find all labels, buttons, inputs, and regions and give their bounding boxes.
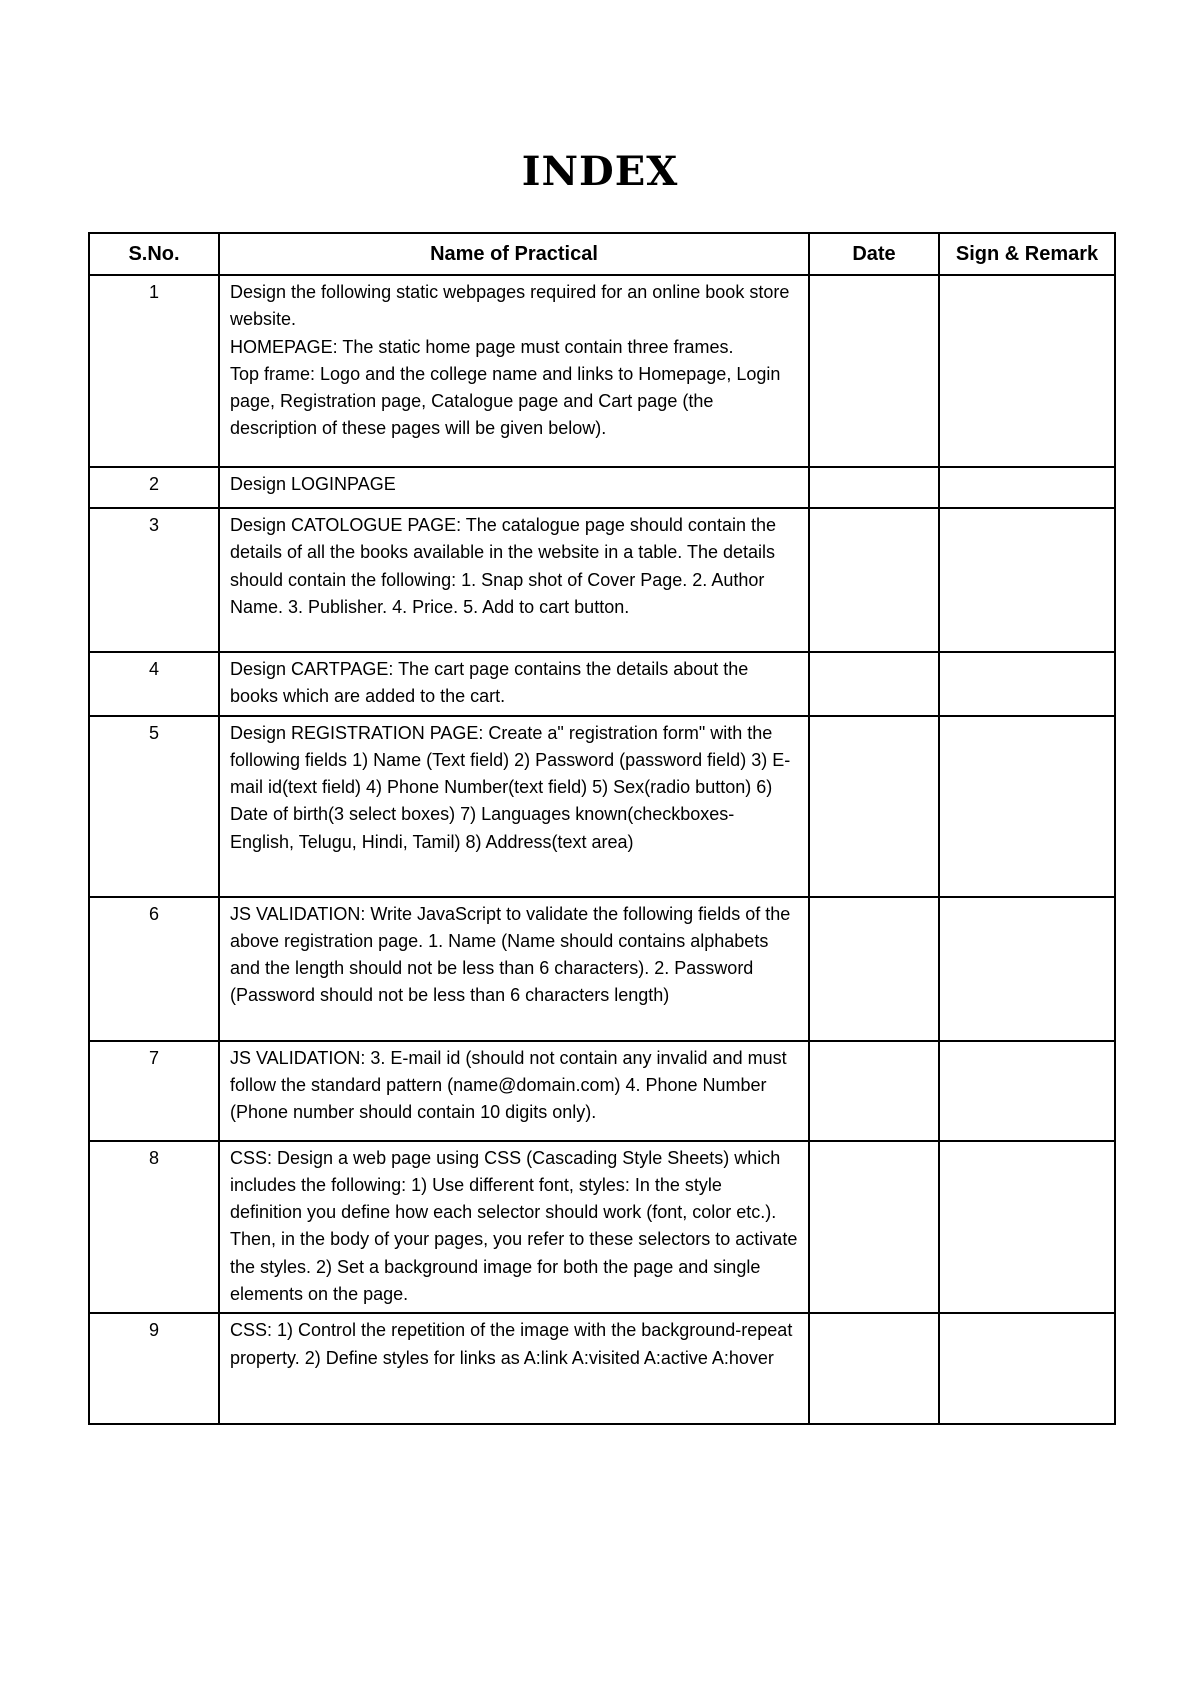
table-row xyxy=(89,1041,1115,1141)
row-sno: 2 xyxy=(89,467,219,508)
table-row xyxy=(89,652,1115,716)
row-practical-name: CSS: 1) Control the repetition of the image with the background-repeat property. 2) Define styles for links as A:link A:visited A:active A:hover xyxy=(219,1313,809,1424)
table-row xyxy=(89,1141,1115,1314)
row-practical-name: Design CARTPAGE: The cart page contains the details about the books which are added to the cart. xyxy=(219,652,809,716)
header-sign-remark: Sign & Remark xyxy=(939,233,1115,275)
row-date-cell xyxy=(809,508,939,652)
row-sno: 6 xyxy=(89,897,219,1041)
row-practical-name: Design LOGINPAGE xyxy=(219,467,809,508)
row-practical-name: CSS: Design a web page using CSS (Cascading Style Sheets) which includes the following: 1) Use different font, styles: In the style definition you define how each selector should work (font, color etc.). Then, in the body of your pages, you refer to these selectors to activate the styles. 2) Set a background image for both the page and single elements on the page. xyxy=(219,1141,809,1314)
row-sno: 9 xyxy=(89,1313,219,1424)
row-sno: 3 xyxy=(89,508,219,652)
table-row xyxy=(89,716,1115,897)
row-sign-cell xyxy=(939,897,1115,1041)
table-row xyxy=(89,467,1115,508)
row-practical-name: Design REGISTRATION PAGE: Create a" registration form" with the following fields 1) Name (Text field) 2) Password (password field) 3) E-mail id(text field) 4) Phone Number(text field) 5) Sex(radio button) 6) Date of birth(3 select boxes) 7) Languages known(checkboxes-English, Telugu, Hindi, Tamil) 8) Address(text area) xyxy=(219,716,809,897)
table-row xyxy=(89,275,1115,467)
row-sign-cell xyxy=(939,1313,1115,1424)
row-sign-cell xyxy=(939,275,1115,467)
row-sno: 4 xyxy=(89,652,219,716)
row-date-cell xyxy=(809,275,939,467)
table-row xyxy=(89,897,1115,1041)
row-sno: 7 xyxy=(89,1041,219,1141)
row-sign-cell xyxy=(939,467,1115,508)
row-date-cell xyxy=(809,1141,939,1314)
row-date-cell xyxy=(809,897,939,1041)
row-sign-cell xyxy=(939,1041,1115,1141)
header-row xyxy=(89,233,1115,275)
row-practical-name: Design CATOLOGUE PAGE: The catalogue page should contain the details of all the books available in the website in a table. The details should contain the following: 1. Snap shot of Cover Page. 2. Author Name. 3. Publisher. 4. Price. 5. Add to cart button. xyxy=(219,508,809,652)
row-sign-cell xyxy=(939,716,1115,897)
row-sno: 5 xyxy=(89,716,219,897)
row-sign-cell xyxy=(939,652,1115,716)
row-practical-name: JS VALIDATION: 3. E-mail id (should not contain any invalid and must follow the standard pattern (name@domain.com) 4. Phone Number (Phone number should contain 10 digits only). xyxy=(219,1041,809,1141)
row-practical-name: JS VALIDATION: Write JavaScript to validate the following fields of the above registration page. 1. Name (Name should contains alphabets and the length should not be less than 6 characters). 2. Password (Password should not be less than 6 characters length) xyxy=(219,897,809,1041)
row-date-cell xyxy=(809,1313,939,1424)
row-sign-cell xyxy=(939,1141,1115,1314)
row-date-cell xyxy=(809,652,939,716)
index-table xyxy=(88,232,1116,1425)
row-date-cell xyxy=(809,467,939,508)
row-sno: 1 xyxy=(89,275,219,467)
table-row xyxy=(89,508,1115,652)
row-sno: 8 xyxy=(89,1141,219,1314)
page-title: INDEX xyxy=(521,148,679,195)
table-row xyxy=(89,1313,1115,1424)
row-date-cell xyxy=(809,1041,939,1141)
header-name-of-practical: Name of Practical xyxy=(219,233,809,275)
row-sign-cell xyxy=(939,508,1115,652)
row-practical-name: Design the following static webpages required for an online book store website. HOMEPAGE: The static home page must contain three frames. Top frame: Logo and the college name and links to Homepage, Login page, Registration page, Catalogue page and Cart page (the description of these pages will be given below). xyxy=(219,275,809,467)
header-sno: S.No. xyxy=(89,233,219,275)
row-date-cell xyxy=(809,716,939,897)
header-date: Date xyxy=(809,233,939,275)
